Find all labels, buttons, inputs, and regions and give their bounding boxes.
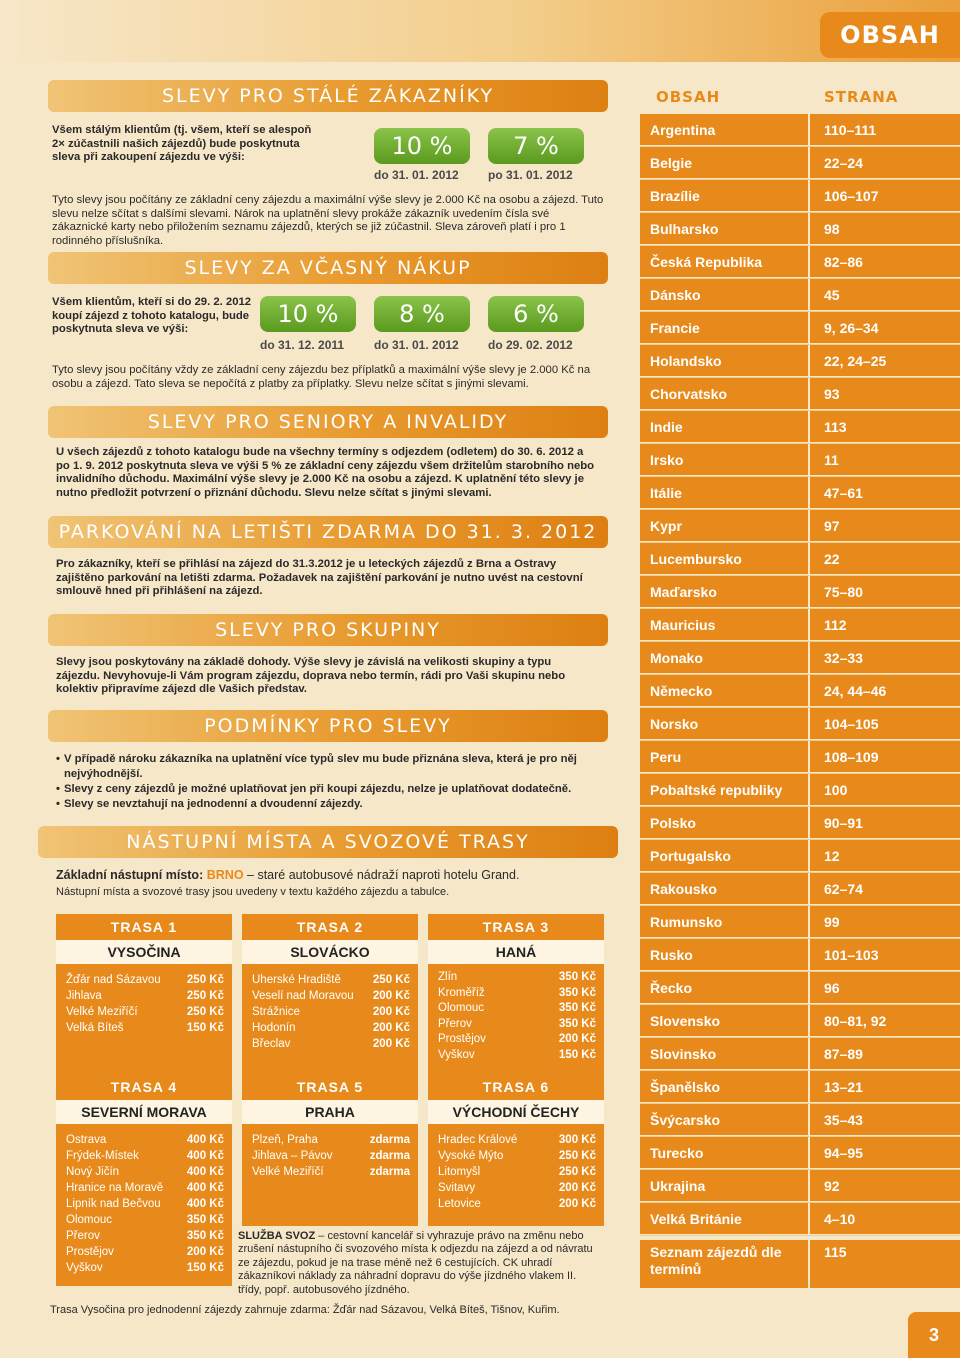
toc-row[interactable] bbox=[640, 576, 960, 609]
badge-date: do 29. 02. 2012 bbox=[488, 338, 573, 352]
toc-country: Maďarsko bbox=[640, 576, 808, 608]
toc-page: 32–33 bbox=[808, 642, 960, 674]
toc-row[interactable] bbox=[640, 1005, 960, 1038]
toc-page: 94–95 bbox=[808, 1137, 960, 1169]
section-title: SLEVY ZA VČASNÝ NÁKUP bbox=[48, 252, 608, 284]
toc-country: Velká Británie bbox=[640, 1203, 808, 1235]
main-boarding-city: BRNO bbox=[206, 868, 244, 882]
toc-row[interactable] bbox=[640, 378, 960, 411]
route-title: TRASA 4 bbox=[56, 1074, 232, 1100]
parkovani-body: Pro zákazníky, kteří se přihlásí na zájezd do 31.3.2012 je u leteckých zájezdů z Brna a Ostravy zajištěno parkování na letišti zdarma. Požadavek na zajištění parkování je nutno uvést na cestovní smlouvě hned při přihlášení na zájezd. bbox=[56, 558, 583, 598]
toc-country: Rumunsko bbox=[640, 906, 808, 938]
sluzba-svoz bbox=[238, 1230, 598, 1297]
toc-country: Itálie bbox=[640, 477, 808, 509]
toc-country: Francie bbox=[640, 312, 808, 344]
route-stop: Hradec Králové 300 Kč bbox=[438, 1134, 596, 1146]
route-region: SEVERNÍ MORAVA bbox=[56, 1100, 232, 1126]
vcasny-body: Tyto slevy jsou počítány vždy ze základní ceny zájezdu bez příplatků a maximální výše slevy je 2.000 Kč na osobu a zájezd. Tato sleva se nepočítá z platby za příplatky. Slevu nelze sčítat s jinými slevami. bbox=[52, 364, 591, 390]
toc-country: Česká Republika bbox=[640, 246, 808, 278]
toc-page: 9, 26–34 bbox=[808, 312, 960, 344]
route-stop: Olomouc 350 Kč bbox=[66, 1214, 224, 1226]
route-region: VÝCHODNÍ ČECHY bbox=[428, 1100, 604, 1126]
route-title: TRASA 5 bbox=[242, 1074, 418, 1100]
toc-country: Kypr bbox=[640, 510, 808, 542]
toc-page: 93 bbox=[808, 378, 960, 410]
section-seniory bbox=[48, 406, 608, 499]
route-stop: Velké Meziříčí zdarma bbox=[252, 1166, 410, 1178]
toc-header bbox=[640, 80, 960, 114]
table-of-contents bbox=[640, 80, 960, 1288]
seniory-body: U všech zájezdů z tohoto katalogu bude na všechny termíny s odjezdem (odletem) do 30. 6. 2012 a po 1. 9. 2012 poskytnuta sleva ve výši 5 % ze základní ceny zájezdu všem držitelům starobního nebo invalidního důchodu. Maximální výše slevy je 2.000 Kč na osobu a zájezd. K uplatnění této slevy je nutno předložit potvrzení o přiznání důchodu. Slevu nelze sčítat s jinými slevami. bbox=[56, 446, 595, 499]
route-stop: Hodonín 200 Kč bbox=[252, 1022, 410, 1034]
toc-country: Argentina bbox=[640, 114, 808, 146]
toc-row[interactable] bbox=[640, 807, 960, 840]
route-stop: Plzeň, Praha zdarma bbox=[252, 1134, 410, 1146]
toc-page: 47–61 bbox=[808, 477, 960, 509]
route-region: VYSOČINA bbox=[56, 940, 232, 966]
toc-page: 62–74 bbox=[808, 873, 960, 905]
route-stop: Hranice na Moravě 400 Kč bbox=[66, 1182, 224, 1194]
badge-date: do 31. 12. 2011 bbox=[260, 338, 345, 352]
toc-page: 112 bbox=[808, 609, 960, 641]
sluzba-text: – cestovní kancelář si vyhrazuje právo na změnu nebo zrušení nástupního či svozového místa k odjezdu na zájezd a od návratu ze zájezdu, pokud je na trase méně než 6 cestujících. CK uhradí zákazníkovi náklady za náhradní dopravu do výše jízdného vlakem II. třídy, popř. autobusového jízdného. bbox=[238, 1230, 593, 1296]
toc-row[interactable] bbox=[640, 279, 960, 312]
route-stop: Letovice 200 Kč bbox=[438, 1198, 596, 1210]
toc-page: 75–80 bbox=[808, 576, 960, 608]
route-stops bbox=[428, 1126, 604, 1226]
section-title: PARKOVÁNÍ NA LETIŠTI ZDARMA DO 31. 3. 2012 bbox=[48, 516, 608, 548]
toc-country: Švýcarsko bbox=[640, 1104, 808, 1136]
toc-country: Lucembursko bbox=[640, 543, 808, 575]
section-skupiny bbox=[48, 614, 608, 696]
section-title: SLEVY PRO STÁLÉ ZÁKAZNÍKY bbox=[48, 80, 608, 112]
toc-country: Brazílie bbox=[640, 180, 808, 212]
route-box bbox=[428, 1074, 604, 1226]
route-title: TRASA 6 bbox=[428, 1074, 604, 1100]
toc-country: Holandsko bbox=[640, 345, 808, 377]
route-box bbox=[56, 1074, 232, 1286]
route-stop: Olomouc 350 Kč bbox=[438, 1002, 596, 1014]
toc-row[interactable] bbox=[640, 180, 960, 213]
discount-badge: 10 % bbox=[374, 128, 470, 164]
route-title: TRASA 1 bbox=[56, 914, 232, 940]
discount-badge: 10 % bbox=[260, 296, 356, 332]
route-stop: Kroměříž 350 Kč bbox=[438, 986, 596, 999]
route-stop: Uherské Hradiště 250 Kč bbox=[252, 974, 410, 986]
section-podminky bbox=[48, 710, 608, 810]
toc-country: Mauricius bbox=[640, 609, 808, 641]
toc-country: Monako bbox=[640, 642, 808, 674]
section-title: SLEVY PRO SENIORY A INVALIDY bbox=[48, 406, 608, 438]
toc-country: Seznam zájezdů dle termínů bbox=[640, 1240, 808, 1288]
toc-row[interactable] bbox=[640, 840, 960, 873]
route-stop: Přerov 350 Kč bbox=[66, 1230, 224, 1242]
toc-row[interactable] bbox=[640, 642, 960, 675]
toc-row[interactable] bbox=[640, 1071, 960, 1104]
toc-row[interactable] bbox=[640, 906, 960, 939]
toc-country: Norsko bbox=[640, 708, 808, 740]
toc-row[interactable] bbox=[640, 774, 960, 807]
section-title: NÁSTUPNÍ MÍSTA A SVOZOVÉ TRASY bbox=[38, 826, 618, 858]
podminky-list bbox=[56, 752, 608, 812]
toc-page: 104–105 bbox=[808, 708, 960, 740]
toc-page: 97 bbox=[808, 510, 960, 542]
toc-page: 110–111 bbox=[808, 114, 960, 146]
route-stop: Strážnice 200 Kč bbox=[252, 1006, 410, 1018]
route-stop: Frýdek-Místek 400 Kč bbox=[66, 1150, 224, 1162]
toc-row[interactable] bbox=[640, 543, 960, 576]
route-region: SLOVÁCKO bbox=[242, 940, 418, 966]
badge-date: do 31. 01. 2012 bbox=[374, 338, 459, 352]
toc-page: 35–43 bbox=[808, 1104, 960, 1136]
route-stop: Vysoké Mýto 250 Kč bbox=[438, 1150, 596, 1162]
toc-country: Chorvatsko bbox=[640, 378, 808, 410]
route-stops bbox=[56, 1126, 232, 1286]
toc-page: 87–89 bbox=[808, 1038, 960, 1070]
toc-page: 11 bbox=[808, 444, 960, 476]
toc-row[interactable] bbox=[640, 213, 960, 246]
route-box bbox=[56, 914, 232, 1074]
toc-row[interactable] bbox=[640, 1137, 960, 1170]
toc-page: 108–109 bbox=[808, 741, 960, 773]
sluzba-label: SLUŽBA SVOZ bbox=[238, 1230, 316, 1242]
toc-page: 100 bbox=[808, 774, 960, 806]
toc-page: 96 bbox=[808, 972, 960, 1004]
toc-row[interactable] bbox=[640, 1203, 960, 1236]
toc-row[interactable] bbox=[640, 477, 960, 510]
badge-date: do 31. 01. 2012 bbox=[374, 168, 459, 182]
toc-country: Dánsko bbox=[640, 279, 808, 311]
toc-country: Portugalsko bbox=[640, 840, 808, 872]
list-item: • Slevy se nevztahují na jednodenní a dvoudenní zájezdy. bbox=[56, 797, 608, 812]
toc-page: 13–21 bbox=[808, 1071, 960, 1103]
toc-row[interactable] bbox=[640, 1038, 960, 1071]
toc-country: Polsko bbox=[640, 807, 808, 839]
toc-country: Ukrajina bbox=[640, 1170, 808, 1202]
route-stop: Ostrava 400 Kč bbox=[66, 1134, 224, 1146]
toc-row[interactable] bbox=[640, 444, 960, 477]
toc-page: 22 bbox=[808, 543, 960, 575]
toc-row[interactable] bbox=[640, 510, 960, 543]
toc-page: 90–91 bbox=[808, 807, 960, 839]
toc-row[interactable] bbox=[640, 345, 960, 378]
toc-row[interactable] bbox=[640, 1104, 960, 1137]
route-stops bbox=[242, 966, 418, 1074]
route-stop: Svitavy 200 Kč bbox=[438, 1182, 596, 1194]
toc-row[interactable] bbox=[640, 147, 960, 180]
section-vcasny bbox=[48, 252, 608, 390]
toc-page: 82–86 bbox=[808, 246, 960, 278]
toc-page: 115 bbox=[808, 1240, 960, 1288]
toc-country: Turecko bbox=[640, 1137, 808, 1169]
toc-row[interactable] bbox=[640, 873, 960, 906]
badge-date: po 31. 01. 2012 bbox=[488, 168, 573, 182]
route-stop: Jihlava – Pávov zdarma bbox=[252, 1150, 410, 1162]
toc-row[interactable] bbox=[640, 708, 960, 741]
toc-country: Bulharsko bbox=[640, 213, 808, 245]
nastupni-note: Nástupní místa a svozové trasy jsou uvedeny v textu každého zájezdu a tabulce. bbox=[56, 886, 450, 898]
toc-country: Španělsko bbox=[640, 1071, 808, 1103]
toc-row[interactable] bbox=[640, 114, 960, 147]
list-item: • V případě nároku zákazníka na uplatnění více typů slev mu bude přiznána sleva, která je pro něj nejvýhodnější. bbox=[56, 752, 608, 782]
route-stops bbox=[242, 1126, 418, 1226]
toc-header-country: OBSAH bbox=[656, 88, 721, 106]
discount-badge: 8 % bbox=[374, 296, 470, 332]
top-bar bbox=[0, 0, 960, 62]
route-stop: Nový Jičín 400 Kč bbox=[66, 1166, 224, 1178]
toc-country: Pobaltské republiky bbox=[640, 774, 808, 806]
toc-row[interactable] bbox=[640, 246, 960, 279]
page-number: 3 bbox=[908, 1312, 960, 1358]
main-boarding-label: Základní nástupní místo: bbox=[56, 868, 204, 882]
toc-page: 92 bbox=[808, 1170, 960, 1202]
obsah-tab: OBSAH bbox=[820, 12, 960, 58]
toc-row[interactable] bbox=[640, 1170, 960, 1203]
toc-row[interactable] bbox=[640, 1240, 960, 1288]
toc-page: 98 bbox=[808, 213, 960, 245]
route-region: HANÁ bbox=[428, 940, 604, 966]
section-stale bbox=[48, 80, 608, 247]
toc-country: Slovinsko bbox=[640, 1038, 808, 1070]
route-box bbox=[242, 1074, 418, 1226]
section-nastupni bbox=[48, 826, 608, 898]
route-title: TRASA 2 bbox=[242, 914, 418, 940]
toc-country: Peru bbox=[640, 741, 808, 773]
section-title: SLEVY PRO SKUPINY bbox=[48, 614, 608, 646]
route-box bbox=[242, 914, 418, 1074]
route-stop: Žďár nad Sázavou 250 Kč bbox=[66, 974, 224, 986]
list-item: • Slevy z ceny zájezdů je možné uplatňovat jen při koupi zájezdu, nelze je uplatňovat dodatečně. bbox=[56, 782, 608, 797]
route-stop: Přerov 350 Kč bbox=[438, 1017, 596, 1030]
toc-page: 106–107 bbox=[808, 180, 960, 212]
toc-page: 22–24 bbox=[808, 147, 960, 179]
toc-row[interactable] bbox=[640, 741, 960, 774]
toc-row[interactable] bbox=[640, 675, 960, 708]
route-stop: Veselí nad Moravou 200 Kč bbox=[252, 990, 410, 1002]
toc-header-page: STRANA bbox=[824, 88, 899, 106]
toc-row[interactable] bbox=[640, 972, 960, 1005]
route-stop: Litomyšl 250 Kč bbox=[438, 1166, 596, 1178]
discount-badge: 6 % bbox=[488, 296, 584, 332]
toc-row[interactable] bbox=[640, 939, 960, 972]
section-title: PODMÍNKY PRO SLEVY bbox=[48, 710, 608, 742]
route-stop: Velká Bíteš 150 Kč bbox=[66, 1022, 224, 1034]
toc-page: 113 bbox=[808, 411, 960, 443]
toc-page: 101–103 bbox=[808, 939, 960, 971]
route-stop: Břeclav 200 Kč bbox=[252, 1038, 410, 1050]
route-stop: Zlín 350 Kč bbox=[438, 971, 596, 983]
toc-country: Rakousko bbox=[640, 873, 808, 905]
discount-badge: 7 % bbox=[488, 128, 584, 164]
toc-row[interactable] bbox=[640, 411, 960, 444]
main-boarding-place: – staré autobusové nádraží naproti hotelu Grand. bbox=[247, 868, 520, 882]
toc-country: Belgie bbox=[640, 147, 808, 179]
stale-intro: Všem stálým klientům (tj. všem, kteří se alespoň 2× zúčastnili našich zájezdů) bude poskytnuta sleva při zakoupení zájezdu ve výši: bbox=[52, 124, 312, 164]
route-stop: Vyškov 150 Kč bbox=[438, 1048, 596, 1061]
toc-country: Irsko bbox=[640, 444, 808, 476]
toc-row[interactable] bbox=[640, 312, 960, 345]
vysocina-footnote: Trasa Vysočina pro jednodenní zájezdy zahrnuje zdarma: Žďár nad Sázavou, Velká Bíteš, Tišnov, Kuřim. bbox=[50, 1304, 560, 1316]
route-stop: Vyškov 150 Kč bbox=[66, 1262, 224, 1274]
toc-country: Slovensko bbox=[640, 1005, 808, 1037]
toc-page: 12 bbox=[808, 840, 960, 872]
route-stop: Lipník nad Bečvou 400 Kč bbox=[66, 1198, 224, 1210]
route-stops bbox=[56, 966, 232, 1074]
route-box bbox=[428, 914, 604, 1074]
main-boarding bbox=[56, 868, 519, 882]
skupiny-body: Slevy jsou poskytovány na základě dohody. Výše slevy je závislá na velikosti skupiny a typu zájezdu. Nevyhovuje-li Vám program zájezdu, doprava nebo termín, rádi pro Vaši skupinu nebo kolektiv připravíme zájezd dle Vašich představ. bbox=[56, 656, 566, 696]
section-parkovani bbox=[48, 516, 608, 598]
toc-row[interactable] bbox=[640, 609, 960, 642]
toc-page: 24, 44–46 bbox=[808, 675, 960, 707]
toc-country: Německo bbox=[640, 675, 808, 707]
route-stop: Prostějov 200 Kč bbox=[438, 1033, 596, 1045]
route-region: PRAHA bbox=[242, 1100, 418, 1126]
toc-page: 45 bbox=[808, 279, 960, 311]
route-stop: Prostějov 200 Kč bbox=[66, 1246, 224, 1258]
toc-country: Rusko bbox=[640, 939, 808, 971]
toc-country: Řecko bbox=[640, 972, 808, 1004]
route-stop: Velké Meziříčí 250 Kč bbox=[66, 1006, 224, 1018]
route-stop: Jihlava 250 Kč bbox=[66, 990, 224, 1002]
route-stops bbox=[428, 966, 604, 1074]
toc-page: 4–10 bbox=[808, 1203, 960, 1235]
toc-page: 80–81, 92 bbox=[808, 1005, 960, 1037]
stale-body: Tyto slevy jsou počítány ze základní ceny zájezdu a maximální výše slevy je 2.000 Kč na osobu a zájezd. Tuto slevu nelze sčítat s dalšími slevami. Nárok na uplatnění slevy prokáže zákazník uvedením čísla své zákaznické karty nebo přiložením seznamu zájezdů, kterých se již zúčastnil. Sleva zároveň platí i pro 1 rodinného příslušníka. bbox=[52, 194, 604, 247]
vcasny-intro: Všem klientům, kteří si do 29. 2. 2012 koupí zájezd z tohoto katalogu, bude poskytnuta sleva ve výši: bbox=[52, 296, 252, 336]
toc-page: 99 bbox=[808, 906, 960, 938]
toc-rows bbox=[640, 114, 960, 1236]
toc-page: 22, 24–25 bbox=[808, 345, 960, 377]
toc-country: Indie bbox=[640, 411, 808, 443]
route-title: TRASA 3 bbox=[428, 914, 604, 940]
